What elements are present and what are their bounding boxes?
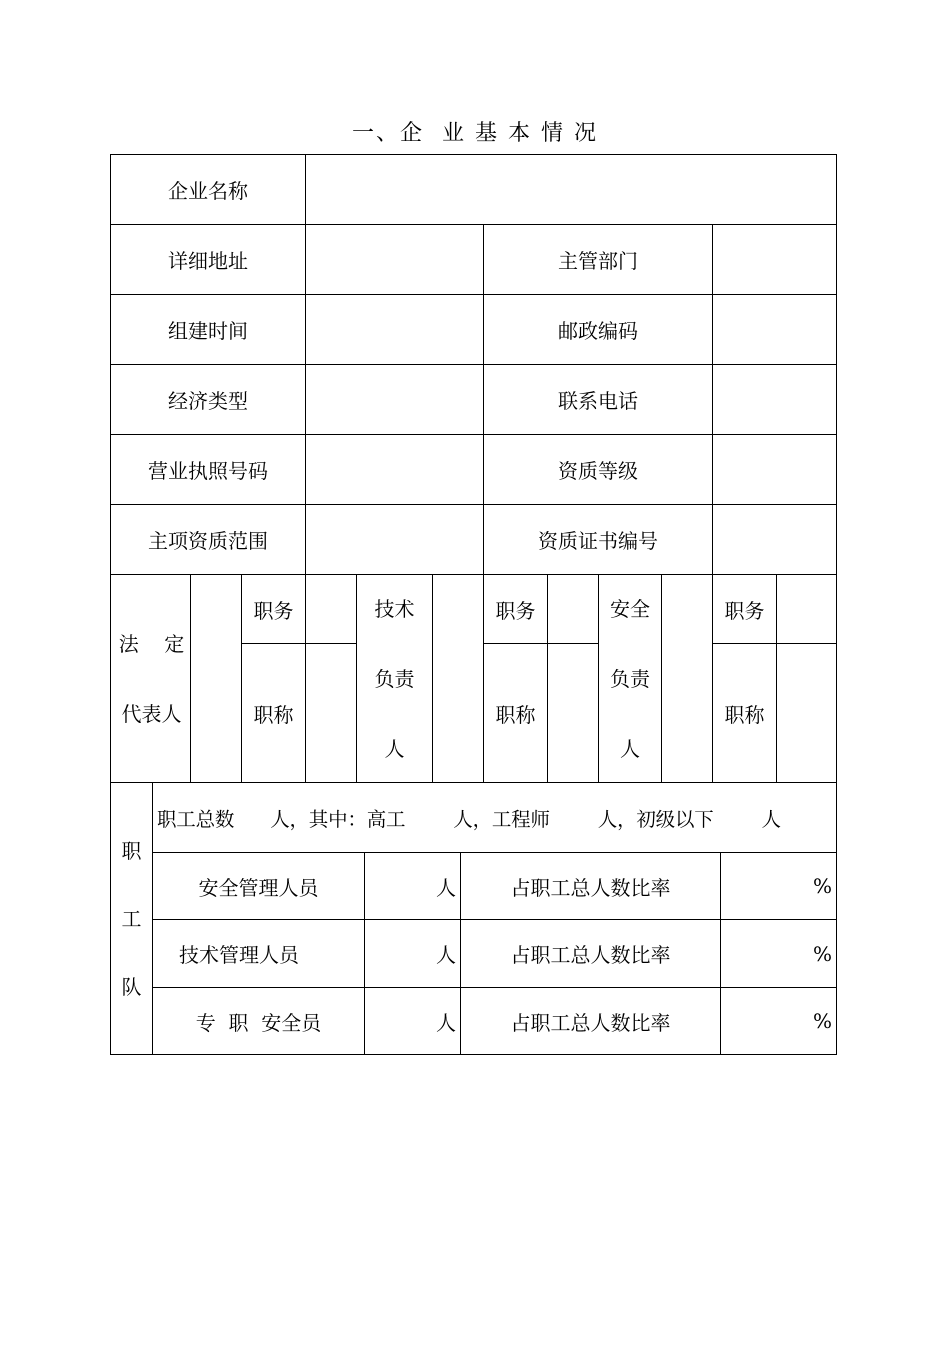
founded-label: 组建时间 bbox=[110, 294, 306, 365]
tech-lead-line3: 人 bbox=[384, 736, 405, 761]
tech-lead-position-label: 职务 bbox=[483, 574, 548, 644]
address-label: 详细地址 bbox=[110, 224, 306, 295]
legal-rep-line1: 法 定 bbox=[118, 631, 185, 656]
company-name-label: 企业名称 bbox=[110, 154, 306, 225]
postcode-field[interactable] bbox=[712, 294, 837, 365]
econ-type-field[interactable] bbox=[305, 364, 484, 435]
safety-lead-line1: 安全 bbox=[610, 596, 650, 621]
license-field[interactable] bbox=[305, 434, 484, 505]
safety-officer-ratio-field[interactable]: % bbox=[720, 987, 837, 1055]
legal-rep-label bbox=[110, 574, 191, 783]
tech-mgmt-label: 技术管理人员 bbox=[152, 919, 365, 988]
tech-lead-line2: 负责 bbox=[374, 666, 415, 691]
safety-mgmt-ratio-label: 占职工总人数比率 bbox=[460, 852, 721, 920]
tech-lead-name-field[interactable] bbox=[432, 574, 484, 783]
safety-mgmt-label: 安全管理人员 bbox=[152, 852, 365, 920]
tech-mgmt-ratio-field[interactable]: % bbox=[720, 919, 837, 988]
staff-team-label bbox=[110, 782, 153, 1055]
legal-rep-title-field[interactable] bbox=[305, 643, 357, 783]
tech-lead-line1: 技术 bbox=[374, 596, 415, 621]
license-label: 营业执照号码 bbox=[110, 434, 306, 505]
cert-label: 资质证书编号 bbox=[483, 504, 713, 575]
safety-officer-label: 专 职 安全员 bbox=[152, 987, 365, 1055]
dept-field[interactable] bbox=[712, 224, 837, 295]
page-title: 一、企 业 基 本 情 况 bbox=[352, 121, 598, 146]
safety-lead-position-label: 职务 bbox=[712, 574, 777, 644]
phone-label: 联系电话 bbox=[483, 364, 713, 435]
tech-lead-title-label: 职称 bbox=[483, 643, 548, 783]
scope-field[interactable] bbox=[305, 504, 484, 575]
postcode-label: 邮政编码 bbox=[483, 294, 713, 365]
dept-label: 主管部门 bbox=[483, 224, 713, 295]
staff-total-line[interactable]: 职工总数 人，其中：高工 人，工程师 人，初级以下 人 bbox=[152, 782, 837, 853]
tech-lead-position-field[interactable] bbox=[547, 574, 599, 644]
safety-lead-line2: 负责 bbox=[610, 666, 650, 691]
legal-rep-position-field[interactable] bbox=[305, 574, 357, 644]
company-name-field[interactable] bbox=[305, 154, 837, 225]
safety-lead-name-field[interactable] bbox=[661, 574, 713, 783]
legal-rep-position-label: 职务 bbox=[241, 574, 306, 644]
tech-lead-title-field[interactable] bbox=[547, 643, 599, 783]
econ-type-label: 经济类型 bbox=[110, 364, 306, 435]
cert-field[interactable] bbox=[712, 504, 837, 575]
safety-mgmt-count-field[interactable]: 人 bbox=[364, 852, 461, 920]
staff-team-line1: 职 bbox=[121, 838, 142, 863]
grade-label: 资质等级 bbox=[483, 434, 713, 505]
legal-rep-title-label: 职称 bbox=[241, 643, 306, 783]
tech-mgmt-count-field[interactable]: 人 bbox=[364, 919, 461, 988]
legal-rep-line2: 代表人 bbox=[121, 701, 182, 726]
address-field[interactable] bbox=[305, 224, 484, 295]
tech-lead-label bbox=[356, 574, 433, 783]
scope-label: 主项资质范围 bbox=[110, 504, 306, 575]
safety-lead-line3: 人 bbox=[620, 736, 640, 761]
tech-mgmt-ratio-label: 占职工总人数比率 bbox=[460, 919, 721, 988]
safety-mgmt-ratio-field[interactable]: % bbox=[720, 852, 837, 920]
grade-field[interactable] bbox=[712, 434, 837, 505]
phone-field[interactable] bbox=[712, 364, 837, 435]
safety-lead-label bbox=[598, 574, 662, 783]
safety-lead-title-field[interactable] bbox=[776, 643, 837, 783]
safety-officer-ratio-label: 占职工总人数比率 bbox=[460, 987, 721, 1055]
safety-officer-count-field[interactable]: 人 bbox=[364, 987, 461, 1055]
safety-lead-position-field[interactable] bbox=[776, 574, 837, 644]
staff-team-line2: 工 bbox=[121, 906, 142, 931]
founded-field[interactable] bbox=[305, 294, 484, 365]
staff-team-line3: 队 bbox=[121, 974, 142, 999]
legal-rep-name-field[interactable] bbox=[190, 574, 242, 783]
safety-lead-title-label: 职称 bbox=[712, 643, 777, 783]
